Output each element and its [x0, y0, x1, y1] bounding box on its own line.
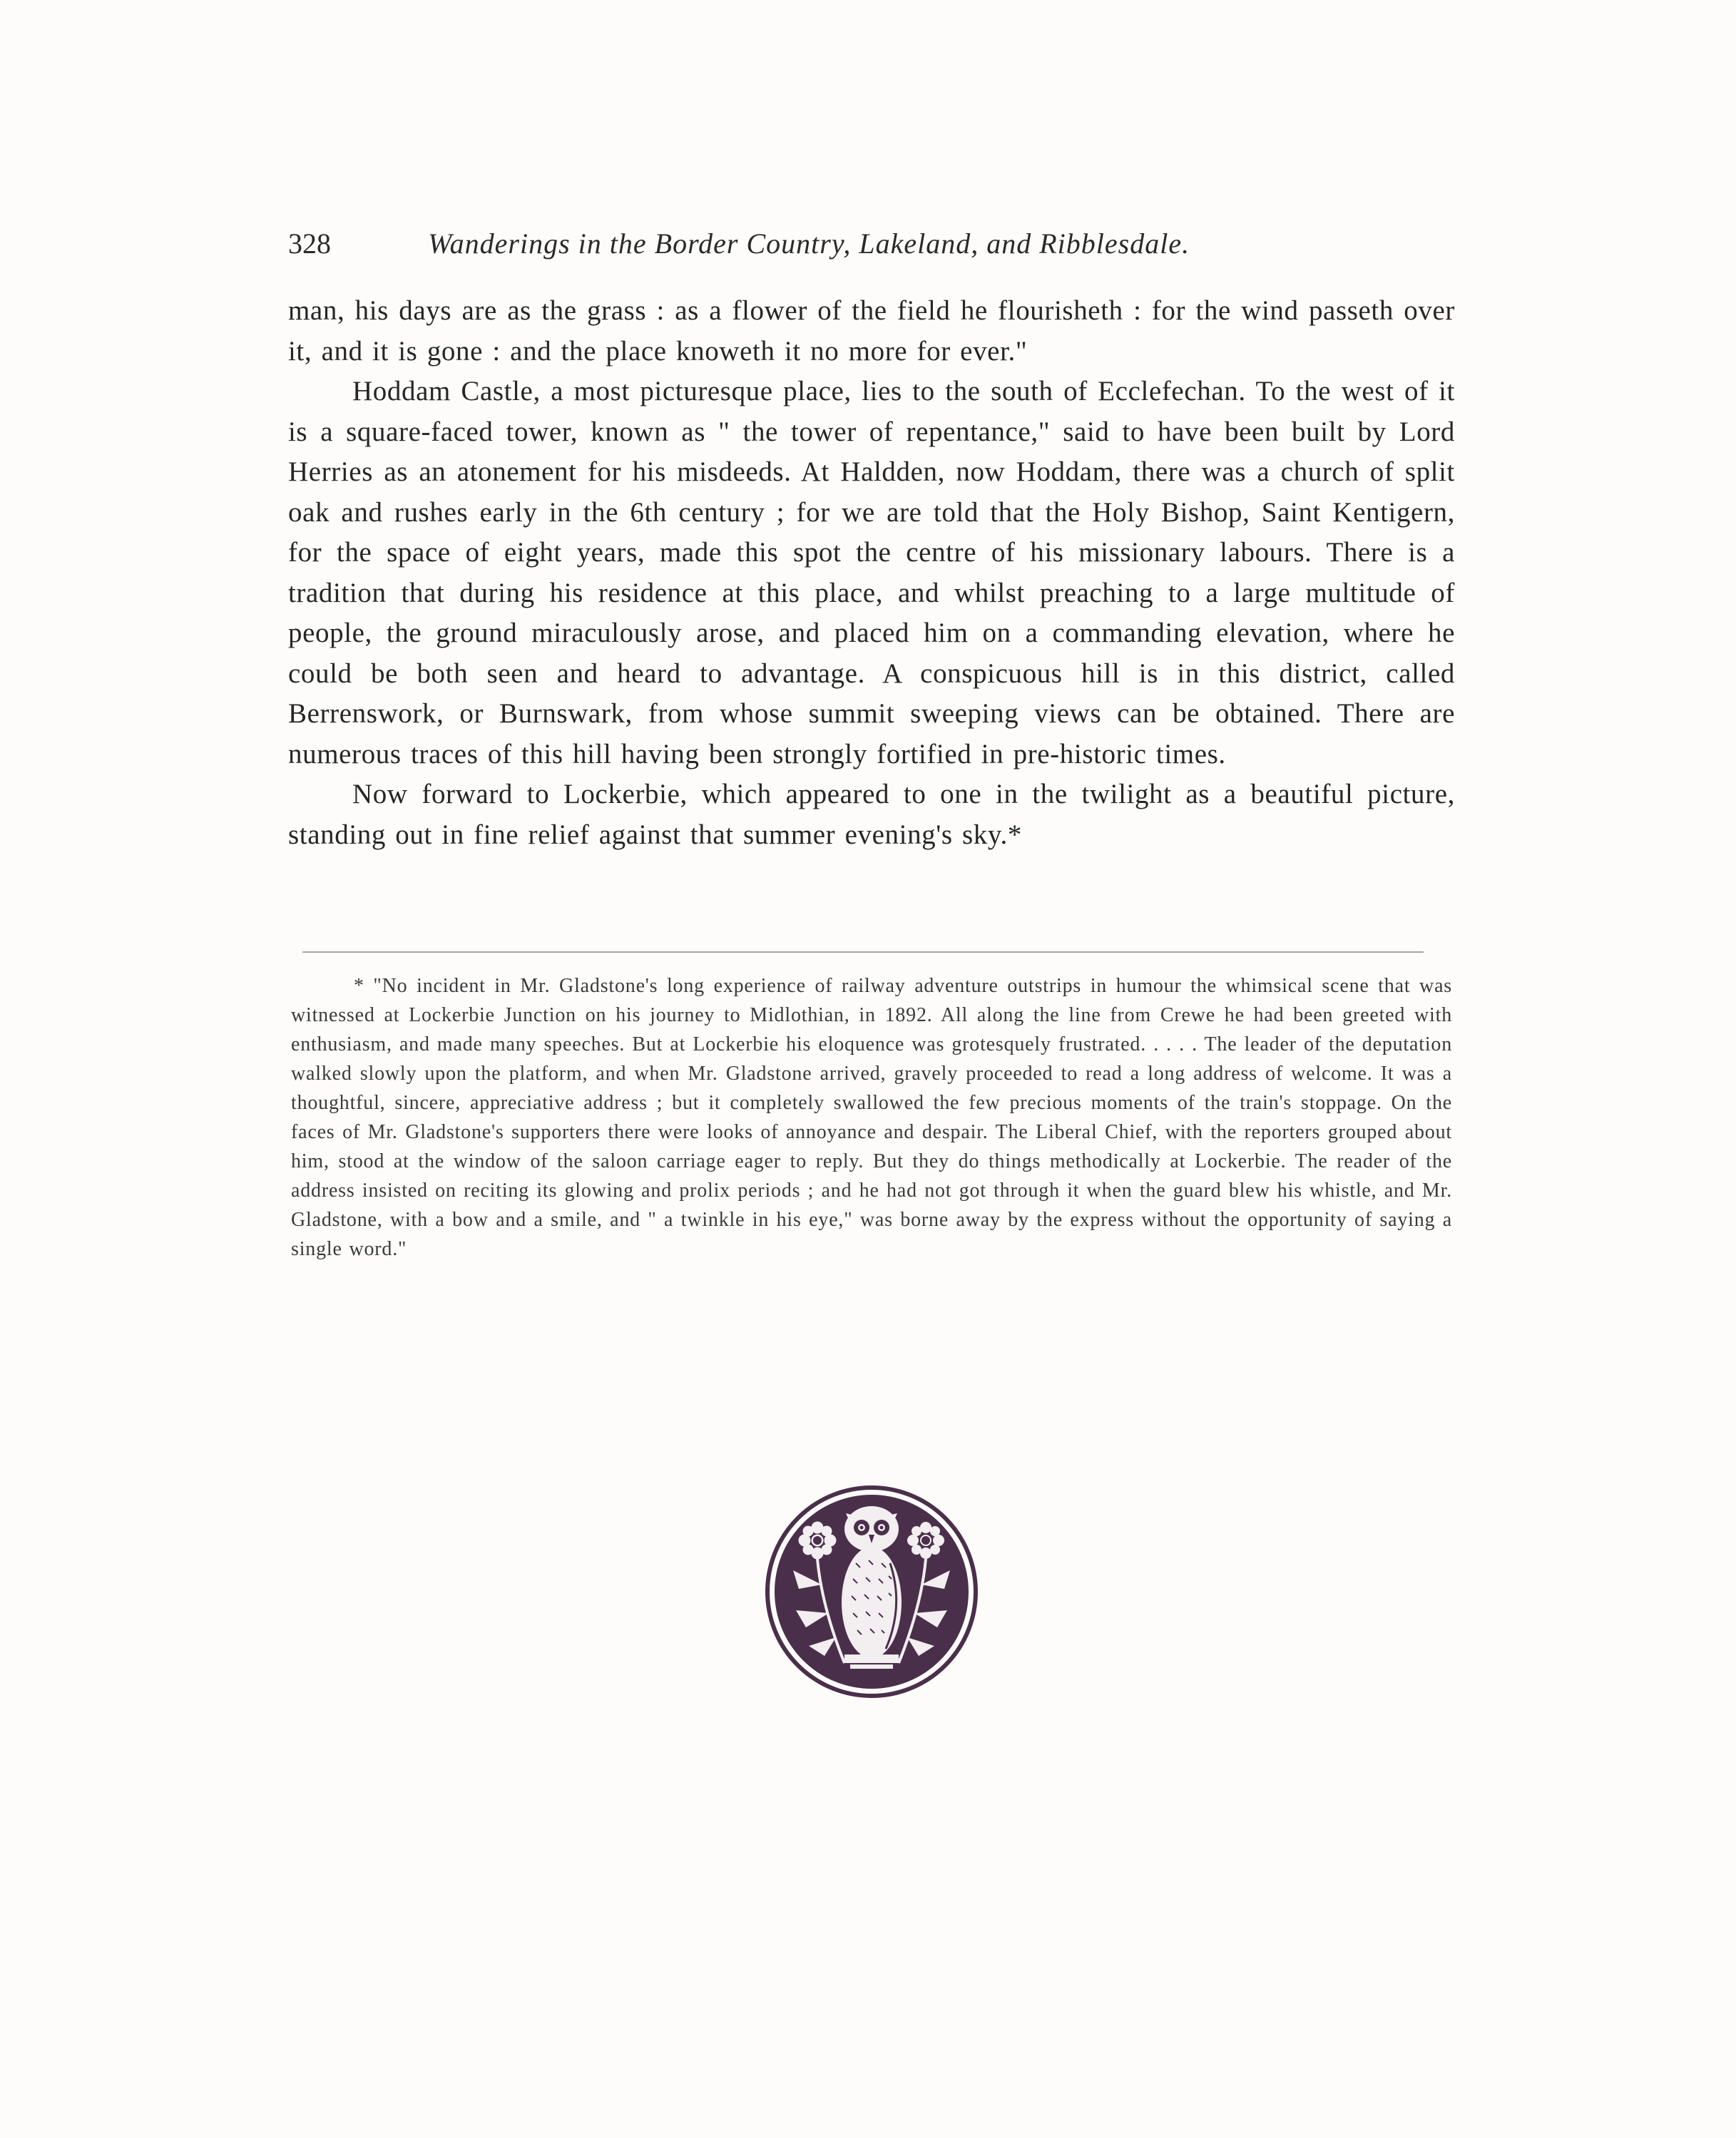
paragraph-continued: man, his days are as the grass : as a flower of the field he flourisheth : for the wind passeth over it, and it is gone : and the place knoweth it no more for ever." [288, 295, 1455, 367]
page-header [288, 227, 1458, 267]
owl-medallion-icon [765, 1485, 979, 1699]
paragraph-lockerbie: Now forward to Lockerbie, which appeared to one in the twilight as a beautiful picture, standing out in fine relief against that summer evening's sky.* [288, 779, 1455, 850]
footnote [291, 971, 1452, 1264]
paragraph-hoddam-castle: Hoddam Castle, a most picturesque place, lies to the south of Ecclefechan. To the west of it is a square-faced tower, known as " the tower of repentance," said to have been built by Lord Herries as an atonement for his misdeeds. At Haldden, now Hoddam, there was a church of split oak and rushes early in the 6th century ; for we are told that the Holy Bishop, Saint Kentigern, for the space of eight years, made this spot the centre of his missionary labours. There is a tradition that during his residence at this place, and whilst preaching to a large multitude of people, the ground miraculously arose, and placed him on a commanding elevation, where he could be both seen and heard to advantage. A conspicuous hill is in this district, called Berrenswork, or Burnswark, from whose summit sweeping views can be obtained. There are numerous traces of this hill having been strongly fortified in pre-historic times. [288, 376, 1455, 769]
page-number: 328 [288, 227, 331, 260]
running-title: Wanderings in the Border Country, Lakeland, and Ribblesdale. [428, 227, 1190, 260]
footnote-divider [302, 951, 1424, 953]
body-text [288, 291, 1455, 855]
footnote-text: * "No incident in Mr. Gladstone's long experience of railway adventure outstrips in humour the whimsical scene that was witnessed at Lockerbie Junction on his journey to Midlothian, in 1892. All along the line from Crewe he had been greeted with enthusiasm, and made many speeches. But at Lockerbie his eloquence was grotesquely frustrated. . . . . The leader of the deputation walked slowly upon the platform, and when Mr. Gladstone arrived, gravely proceeded to read a long address of welcome. It was a thoughtful, sincere, appreciative address ; but it completely swallowed the few precious moments of the train's stoppage. On the faces of Mr. Gladstone's supporters there were looks of annoyance and despair. The Liberal Chief, with the reporters grouped about him, stood at the window of the saloon carriage eager to reply. But they do things methodically at Lockerbie. The reader of the address insisted on reciting its glowing and prolix periods ; and he had not got through it when the guard blew his whistle, and Mr. Gladstone, with a bow and a smile, and " a twinkle in his eye," was borne away by the express without the opportunity of saying a single word." [291, 975, 1452, 1260]
